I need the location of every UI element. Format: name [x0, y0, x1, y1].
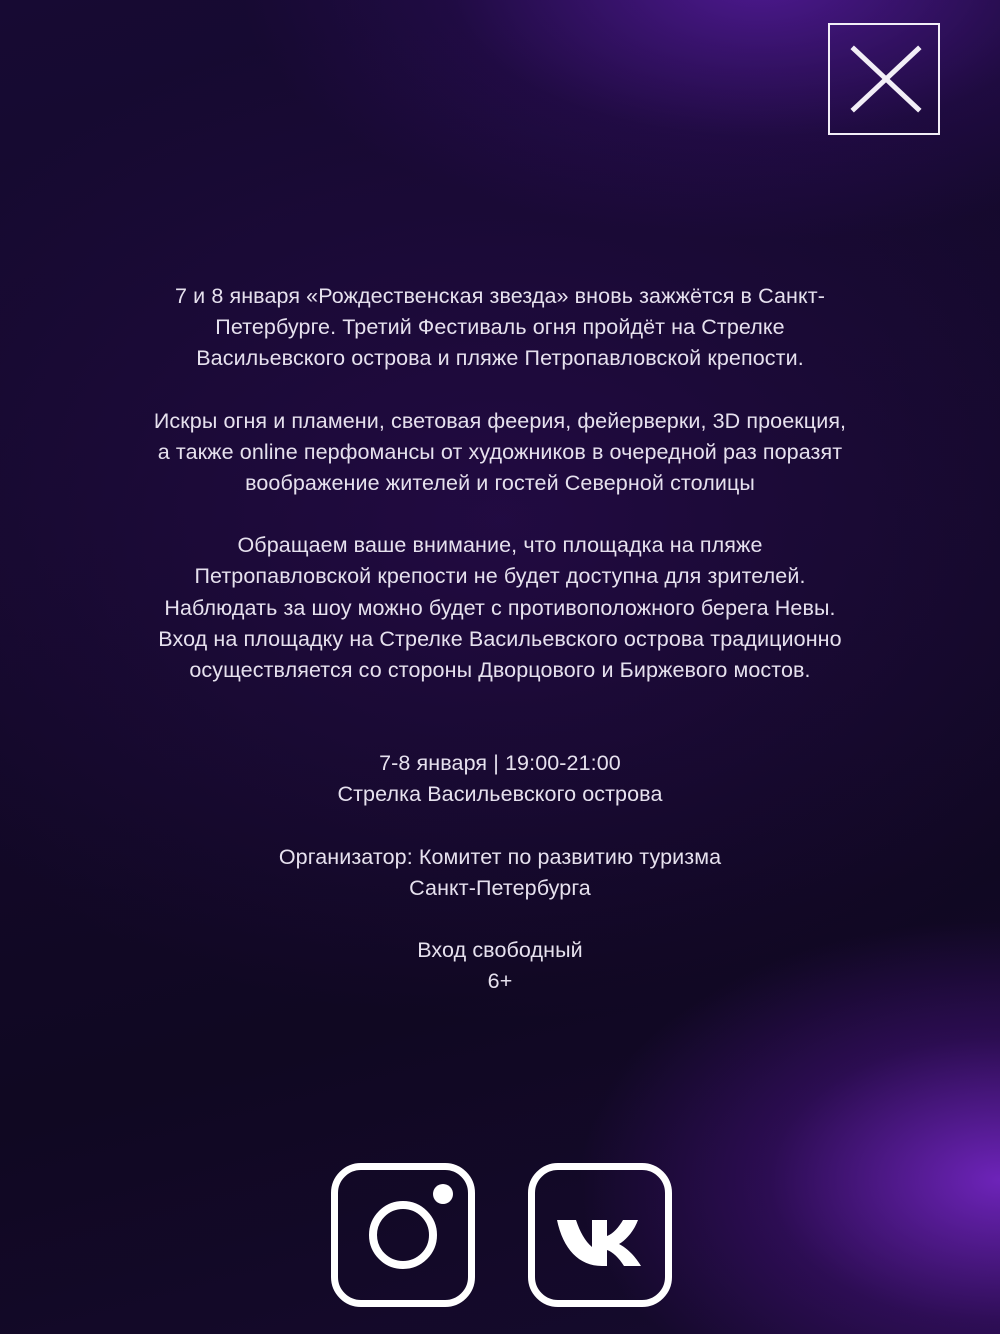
- organizer-line-1: Организатор: Комитет по развитию туризма: [278, 844, 722, 869]
- social-links: [331, 1163, 676, 1308]
- event-entry-info: [150, 935, 850, 997]
- vk-icon: [535, 1170, 665, 1300]
- organizer-line-2: Санкт-Петербурга: [409, 875, 591, 900]
- program-paragraph: Искры огня и пламени, световая феерия, фейерверки, 3D проекция, а также online перфомансы от художников в очередной раз поразят воображение жителей и гостей Северной столицы: [153, 408, 847, 496]
- close-icon: [830, 25, 938, 133]
- event-description: [150, 281, 850, 997]
- instagram-icon: [338, 1170, 468, 1300]
- close-button[interactable]: [828, 23, 940, 135]
- instagram-button[interactable]: [331, 1163, 475, 1307]
- vk-button[interactable]: [528, 1163, 672, 1307]
- event-datetime: 7-8 января | 19:00-21:00: [379, 751, 621, 776]
- age-rating: 6+: [487, 969, 513, 994]
- event-when-where: [150, 748, 850, 810]
- event-info: [150, 748, 850, 997]
- entry-text: Вход свободный: [417, 938, 583, 963]
- event-location: Стрелка Васильевского острова: [337, 782, 663, 807]
- intro-paragraph: 7 и 8 января «Рождественская звезда» вновь зажжётся в Санкт-Петербурге. Третий Фестиваль огня пройдёт на Стрелке Васильевского острова и пляже Петропавловской крепости.: [175, 284, 825, 371]
- notice-paragraph: Обращаем ваше внимание, что площадка на пляже Петропавловской крепости не будет доступна для зрителей. Наблюдать за шоу можно будет с противоположного берега Невы. Вход на площадку на Стрелке Васильевского острова традиционно осуществляется со стороны Дворцового и Биржевого мостов.: [158, 533, 842, 683]
- event-organizer: [150, 842, 850, 904]
